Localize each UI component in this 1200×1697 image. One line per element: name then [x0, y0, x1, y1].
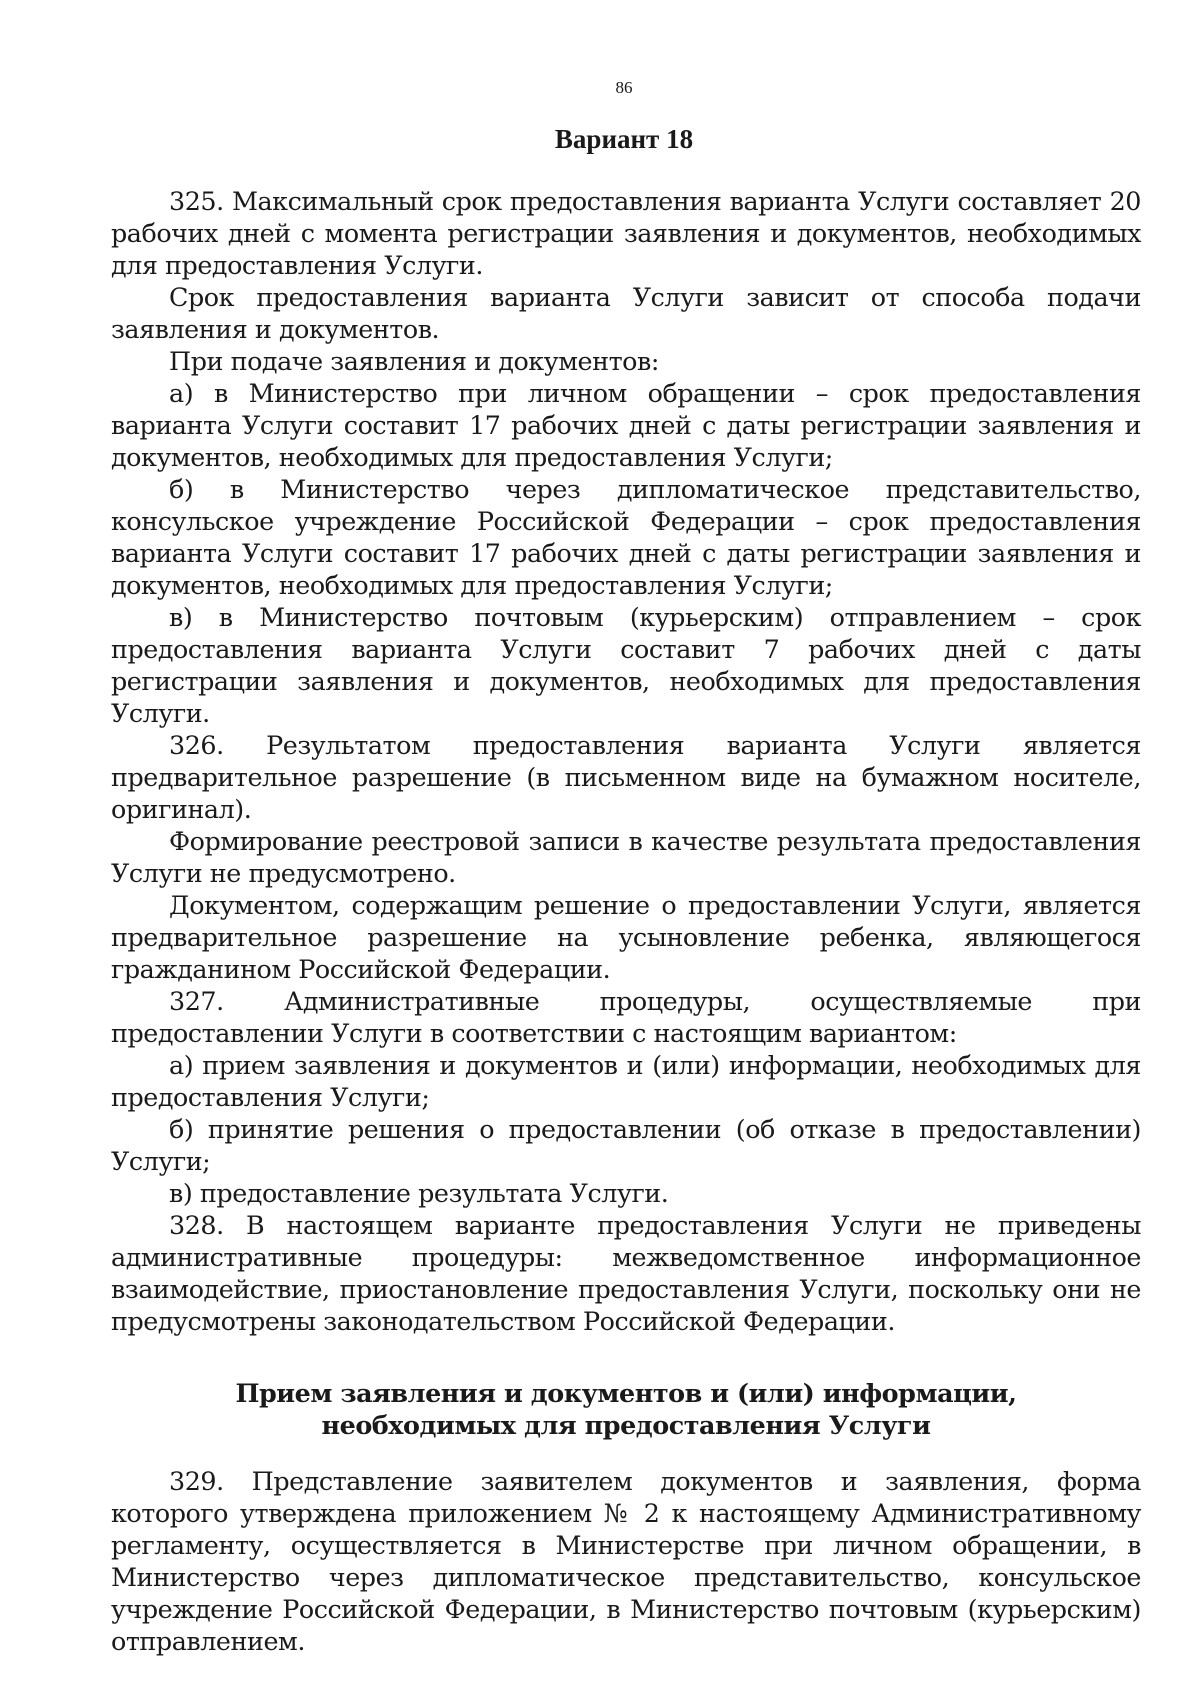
section-heading: Прием заявления и документов и (или) информации, необходимых для предоставления Услуги	[235, 1378, 1017, 1440]
variant-title: Вариант 18	[554, 124, 694, 154]
paragraph-registry-record: Формирование реестровой записи в качестве результата предоставления Услуги не предусмотрено.	[111, 826, 1141, 888]
paragraph-326: 326. Результатом предоставления варианта Услуги является предварительное разрешение (в письменном виде на бумажном носителе, оригинал).	[111, 730, 1141, 824]
document-body	[111, 185, 1141, 1657]
list-item-a-personal: а) в Министерство при личном обращении – срок предоставления варианта Услуги составит 17 рабочих дней с даты регистрации заявления и документов, необходимых для предоставления Услуги;	[111, 378, 1141, 472]
paragraph-325: 325. Максимальный срок предоставления варианта Услуги составляет 20 рабочих дней с момента регистрации заявления и документов, необходимых для предоставления Услуги.	[111, 186, 1141, 280]
list-item-c-postal: в) в Министерство почтовым (курьерским) отправлением – срок предоставления варианта Услуги составит 7 рабочих дней с даты регистрации заявления и документов, необходимых для предоставления Услуги.	[111, 602, 1141, 728]
paragraph-term-depends: Срок предоставления варианта Услуги зависит от способа подачи заявления и документов.	[111, 282, 1141, 344]
paragraph-327: 327. Административные процедуры, осуществляемые при предоставлении Услуги в соответствии с настоящим вариантом:	[111, 986, 1141, 1048]
list-item-b-diplomatic: б) в Министерство через дипломатическое представительство, консульское учреждение Российской Федерации – срок предоставления варианта Услуги составит 17 рабочих дней с даты регистрации заявления и документов, необходимых для предоставления Услуги;	[111, 474, 1141, 600]
list-item-b-decision: б) принятие решения о предоставлении (об отказе в предоставлении) Услуги;	[111, 1114, 1141, 1176]
list-item-a-reception: а) прием заявления и документов и (или) информации, необходимых для предоставления Услуги;	[111, 1050, 1141, 1112]
paragraph-329: 329. Представление заявителем документов и заявления, форма которого утверждена приложением № 2 к настоящему Административному регламенту, осуществляется в Министерстве при личном обращении, в Министерство через дипломатическое представительство, консульское учреждение Российской Федерации, в Министерство почтовым (курьерским) отправлением.	[111, 1466, 1141, 1656]
paragraph-decision-document: Документом, содержащим решение о предоставлении Услуги, является предварительное разрешение на усыновление ребенка, являющегося гражданином Российской Федерации.	[111, 890, 1141, 984]
paragraph-328: 328. В настоящем варианте предоставления Услуги не приведены административные процедуры: межведомственное информационное взаимодействие, приостановление предоставления Услуги, поскольку они не предусмотрены законодательством Российской Федерации.	[111, 1210, 1141, 1336]
paragraph-submission-intro: При подаче заявления и документов:	[169, 346, 659, 376]
page-number: 86	[615, 78, 633, 97]
list-item-c-result: в) предоставление результата Услуги.	[169, 1178, 669, 1208]
